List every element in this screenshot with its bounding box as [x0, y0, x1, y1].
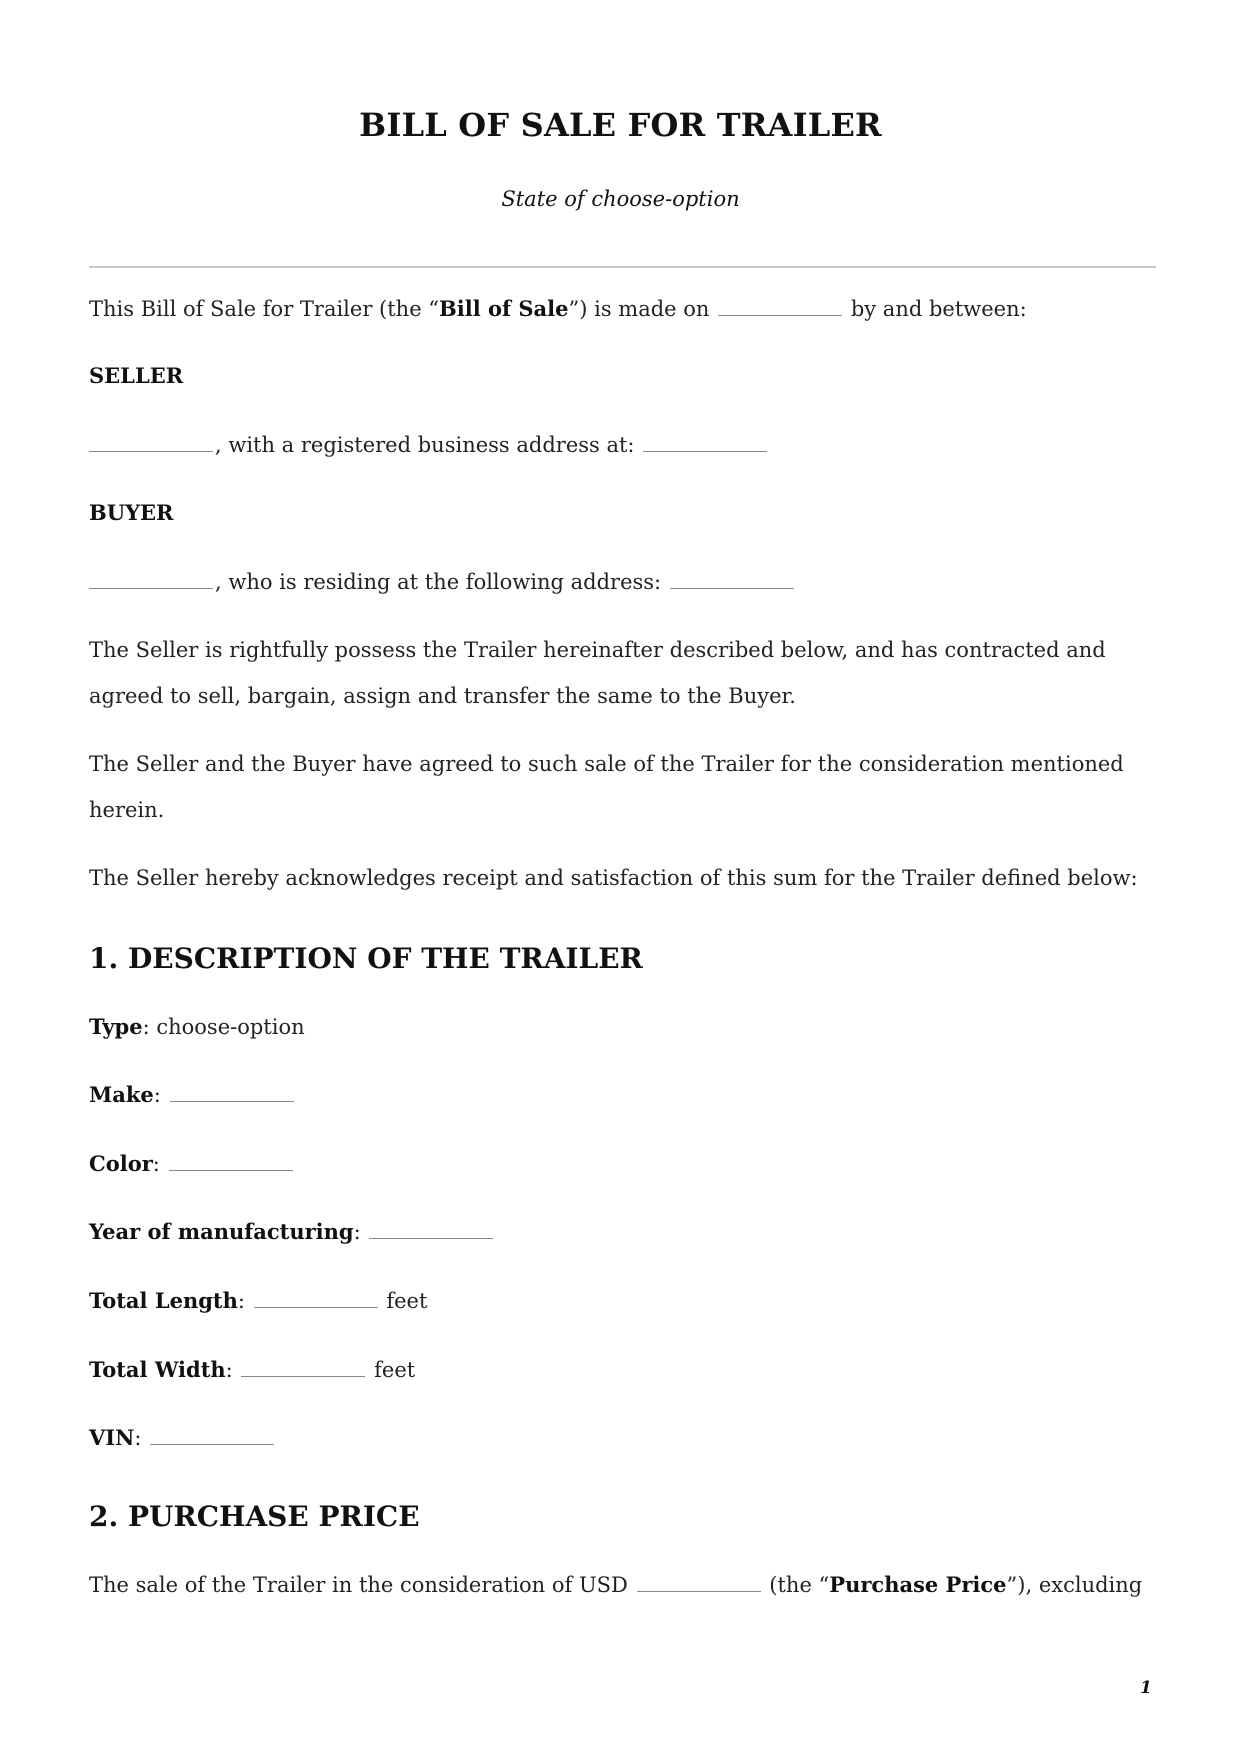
make-blank-field[interactable]	[170, 1083, 294, 1102]
seller-heading: SELLER	[89, 363, 184, 388]
intro-prefix: This Bill of Sale for Trailer (the “	[89, 297, 440, 321]
purchase-price-paragraph	[89, 1562, 1142, 1608]
field-type	[89, 1004, 305, 1050]
separator: :	[237, 1289, 245, 1313]
color-blank-field[interactable]	[169, 1152, 293, 1171]
field-label: Color	[89, 1151, 153, 1176]
date-blank-field[interactable]	[718, 297, 842, 316]
separator: :	[353, 1220, 361, 1244]
width-blank-field[interactable]	[241, 1358, 365, 1377]
paragraph-possession	[89, 627, 1106, 719]
separator: :	[225, 1358, 233, 1382]
field-label: VIN	[89, 1425, 135, 1450]
purchase-prefix: The sale of the Trailer in the consideration of USD	[89, 1573, 628, 1597]
buyer-text: , who is residing at the following address:	[215, 570, 662, 594]
intro-paragraph	[89, 286, 1027, 332]
intro-middle: ”) is made on	[568, 297, 710, 321]
purchase-suffix: ”), excluding	[1006, 1573, 1143, 1597]
vin-blank-field[interactable]	[150, 1426, 274, 1445]
paragraph-line: The Seller hereby acknowledges receipt and satisfaction of this sum for the Trailer defined below:	[89, 866, 1138, 890]
field-total-width	[89, 1347, 415, 1393]
field-make	[89, 1072, 296, 1118]
intro-suffix: by and between:	[850, 297, 1027, 321]
header-divider	[89, 266, 1156, 268]
paragraph-agreement	[89, 741, 1124, 833]
field-total-length	[89, 1278, 427, 1324]
paragraph-line: herein.	[89, 798, 165, 822]
buyer-address-blank-field[interactable]	[670, 570, 794, 589]
seller-name-blank-field[interactable]	[89, 433, 213, 452]
field-label: Total Length	[89, 1288, 238, 1313]
year-blank-field[interactable]	[369, 1220, 493, 1239]
purchase-middle: (the “	[769, 1573, 830, 1597]
unit-label: feet	[374, 1358, 416, 1382]
paragraph-line: The Seller is rightfully possess the Trailer hereinafter described below, and has contracted and	[89, 638, 1106, 662]
buyer-name-blank-field[interactable]	[89, 570, 213, 589]
field-color	[89, 1141, 295, 1187]
paragraph-line: agreed to sell, bargain, assign and transfer the same to the Buyer.	[89, 684, 796, 708]
unit-label: feet	[386, 1289, 428, 1313]
field-label: Total Width	[89, 1357, 226, 1382]
field-vin	[89, 1415, 276, 1461]
separator: :	[134, 1426, 142, 1450]
type-select-value[interactable]: choose-option	[156, 1015, 305, 1039]
field-label: Make	[89, 1082, 154, 1107]
length-blank-field[interactable]	[254, 1289, 378, 1308]
separator: :	[142, 1015, 150, 1039]
buyer-heading: BUYER	[89, 500, 174, 525]
page-number: 1	[1140, 1678, 1152, 1698]
buyer-line	[89, 559, 796, 605]
paragraph-line: The Seller and the Buyer have agreed to such sale of the Trailer for the consideration mentioned	[89, 752, 1124, 776]
document-title: BILL OF SALE FOR TRAILER	[359, 106, 882, 144]
price-blank-field[interactable]	[637, 1573, 761, 1592]
defined-term-bill-of-sale: Bill of Sale	[439, 296, 569, 321]
separator: :	[153, 1083, 161, 1107]
seller-text: , with a registered business address at:	[215, 433, 635, 457]
defined-term-purchase-price: Purchase Price	[829, 1572, 1007, 1597]
document-subtitle: State of choose-option	[501, 187, 740, 211]
paragraph-acknowledgement	[89, 855, 1138, 901]
separator: :	[152, 1152, 160, 1176]
field-label: Year of manufacturing	[89, 1219, 354, 1244]
seller-address-blank-field[interactable]	[643, 433, 767, 452]
seller-line	[89, 422, 769, 468]
section-2-heading: 2. PURCHASE PRICE	[89, 1500, 420, 1533]
field-label: Type	[89, 1014, 143, 1039]
section-1-heading: 1. DESCRIPTION OF THE TRAILER	[89, 942, 643, 975]
field-year-of-manufacturing	[89, 1209, 495, 1255]
